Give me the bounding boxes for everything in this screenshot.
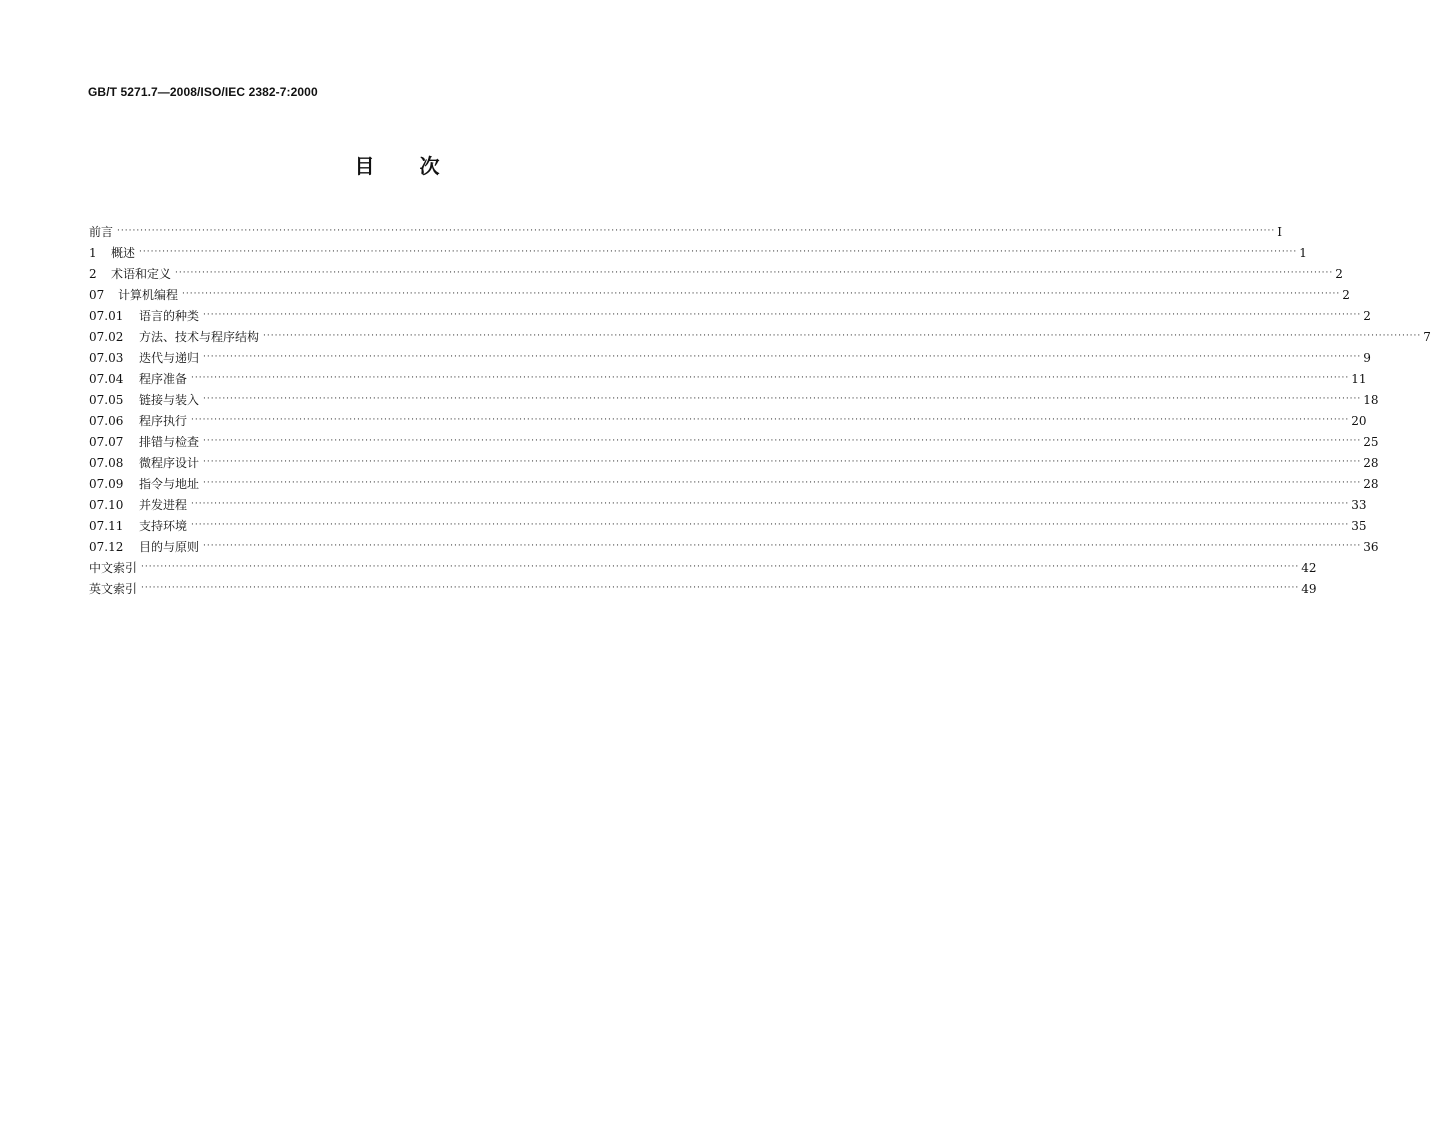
toc-entry-page-number: 1 bbox=[1299, 246, 1307, 260]
toc-entry[interactable] bbox=[89, 386, 1379, 407]
toc-entry-title: 目的与原则 bbox=[139, 540, 200, 554]
toc-entry-number: 07.03 bbox=[89, 351, 124, 365]
toc-entry-title: 术语和定义 bbox=[111, 267, 172, 281]
toc-entry-number: 07.09 bbox=[89, 477, 124, 491]
toc-entry-page-number: 42 bbox=[1301, 561, 1317, 575]
toc-entry-page-number: Ⅰ bbox=[1277, 225, 1283, 239]
toc-entry[interactable] bbox=[89, 575, 1317, 596]
toc-entry-title: 方法、技术与程序结构 bbox=[139, 330, 260, 344]
toc-dot-leader: ············································································································································································································································································································ bbox=[203, 352, 1362, 362]
toc-entry[interactable] bbox=[89, 239, 1307, 260]
toc-entry-number: 2 bbox=[89, 267, 97, 281]
toc-entry[interactable] bbox=[89, 428, 1379, 449]
toc-entry-number: 07.02 bbox=[89, 330, 124, 344]
toc-entry-page-number: 25 bbox=[1363, 435, 1379, 449]
toc-entry[interactable] bbox=[89, 554, 1317, 575]
toc-entry-title: 指令与地址 bbox=[139, 477, 200, 491]
toc-entry-title: 微程序设计 bbox=[139, 456, 200, 470]
toc-entry[interactable] bbox=[89, 491, 1367, 512]
toc-entry-page-number: 11 bbox=[1351, 372, 1367, 386]
toc-dot-leader: ············································································································································································································································································································ bbox=[191, 415, 1350, 425]
toc-dot-leader: ············································································································································································································································································································ bbox=[182, 289, 1341, 299]
toc-entry-title: 链接与装入 bbox=[139, 393, 200, 407]
toc-entry-page-number: 28 bbox=[1363, 456, 1379, 470]
toc-entry-number: 07 bbox=[89, 288, 105, 302]
toc-entry[interactable] bbox=[89, 218, 1283, 239]
toc-dot-leader: ············································································································································································································································································································ bbox=[141, 562, 1300, 572]
toc-entry-title: 程序准备 bbox=[139, 372, 188, 386]
toc-dot-leader: ············································································································································································································································································································ bbox=[191, 520, 1350, 530]
toc-entry-title: 排错与检查 bbox=[139, 435, 200, 449]
toc-entry-page-number: 18 bbox=[1363, 393, 1379, 407]
toc-entry-title: 英文索引 bbox=[89, 582, 138, 596]
toc-dot-leader: ············································································································································································································································································································ bbox=[203, 457, 1362, 467]
document-code-header: GB/T 5271.7—2008/ISO/IEC 2382-7:2000 bbox=[88, 85, 318, 99]
toc-entry[interactable] bbox=[89, 407, 1367, 428]
toc-entry-number: 07.07 bbox=[89, 435, 124, 449]
toc-dot-leader: ············································································································································································································································································································ bbox=[139, 247, 1298, 257]
toc-entry-title: 支持环境 bbox=[139, 519, 188, 533]
toc-entry[interactable] bbox=[89, 512, 1367, 533]
toc-entry-page-number: 2 bbox=[1342, 288, 1350, 302]
toc-entry[interactable] bbox=[89, 260, 1343, 281]
toc-dot-leader: ············································································································································································································································································································ bbox=[141, 583, 1300, 593]
toc-entry-page-number: 2 bbox=[1363, 309, 1371, 323]
toc-entry-title: 程序执行 bbox=[139, 414, 188, 428]
toc-dot-leader: ············································································································································································································································································································ bbox=[203, 436, 1362, 446]
toc-entry[interactable] bbox=[89, 302, 1371, 323]
toc-entry[interactable] bbox=[89, 323, 1431, 344]
toc-entry-page-number: 9 bbox=[1363, 351, 1371, 365]
toc-entry[interactable] bbox=[89, 365, 1367, 386]
toc-entry-title: 概述 bbox=[111, 246, 136, 260]
toc-entry[interactable] bbox=[89, 470, 1379, 491]
toc-entry-title: 中文索引 bbox=[89, 561, 138, 575]
toc-entry-number: 07.06 bbox=[89, 414, 124, 428]
toc-entry-page-number: 2 bbox=[1335, 267, 1343, 281]
toc-entry-number: 07.08 bbox=[89, 456, 124, 470]
toc-entry-title: 前言 bbox=[89, 225, 114, 239]
toc-entry-page-number: 7 bbox=[1423, 330, 1431, 344]
toc-entry-title: 语言的种类 bbox=[139, 309, 200, 323]
toc-entry[interactable] bbox=[89, 281, 1350, 302]
toc-entry-number: 07.11 bbox=[89, 519, 124, 533]
toc-entry-page-number: 33 bbox=[1351, 498, 1367, 512]
toc-entry-number: 07.05 bbox=[89, 393, 124, 407]
toc-dot-leader: ············································································································································································································································································································ bbox=[191, 499, 1350, 509]
toc-entry-number: 1 bbox=[89, 246, 97, 260]
page-title: 目 次 bbox=[354, 154, 440, 178]
toc-entry-title: 计算机编程 bbox=[118, 288, 179, 302]
toc-entry-title: 并发进程 bbox=[139, 498, 188, 512]
toc-entry[interactable] bbox=[89, 449, 1379, 470]
toc-entry-page-number: 49 bbox=[1301, 582, 1317, 596]
toc-entry-number: 07.10 bbox=[89, 498, 124, 512]
toc-dot-leader: ············································································································································································································································································································ bbox=[175, 268, 1334, 278]
toc-entry-title: 迭代与递归 bbox=[139, 351, 200, 365]
toc-dot-leader: ············································································································································································································································································································ bbox=[203, 478, 1362, 488]
toc-entry-number: 07.04 bbox=[89, 372, 124, 386]
toc-entry[interactable] bbox=[89, 533, 1379, 554]
toc-entry[interactable] bbox=[89, 344, 1371, 365]
toc-entry-page-number: 35 bbox=[1351, 519, 1367, 533]
toc-entry-number: 07.01 bbox=[89, 309, 124, 323]
toc-entry-page-number: 20 bbox=[1351, 414, 1367, 428]
toc-entry-number: 07.12 bbox=[89, 540, 124, 554]
toc-dot-leader: ············································································································································································································································································································ bbox=[203, 310, 1362, 320]
toc-dot-leader: ············································································································································································································································································································ bbox=[117, 226, 1276, 236]
toc-entry-page-number: 36 bbox=[1363, 540, 1379, 554]
toc-dot-leader: ············································································································································································································································································································ bbox=[191, 373, 1350, 383]
toc-entry-page-number: 28 bbox=[1363, 477, 1379, 491]
toc-dot-leader: ············································································································································································································································································································ bbox=[203, 541, 1362, 551]
toc-dot-leader: ············································································································································································································································································································ bbox=[263, 331, 1422, 341]
table-of-contents bbox=[89, 218, 1431, 596]
toc-dot-leader: ············································································································································································································································································································ bbox=[203, 394, 1362, 404]
